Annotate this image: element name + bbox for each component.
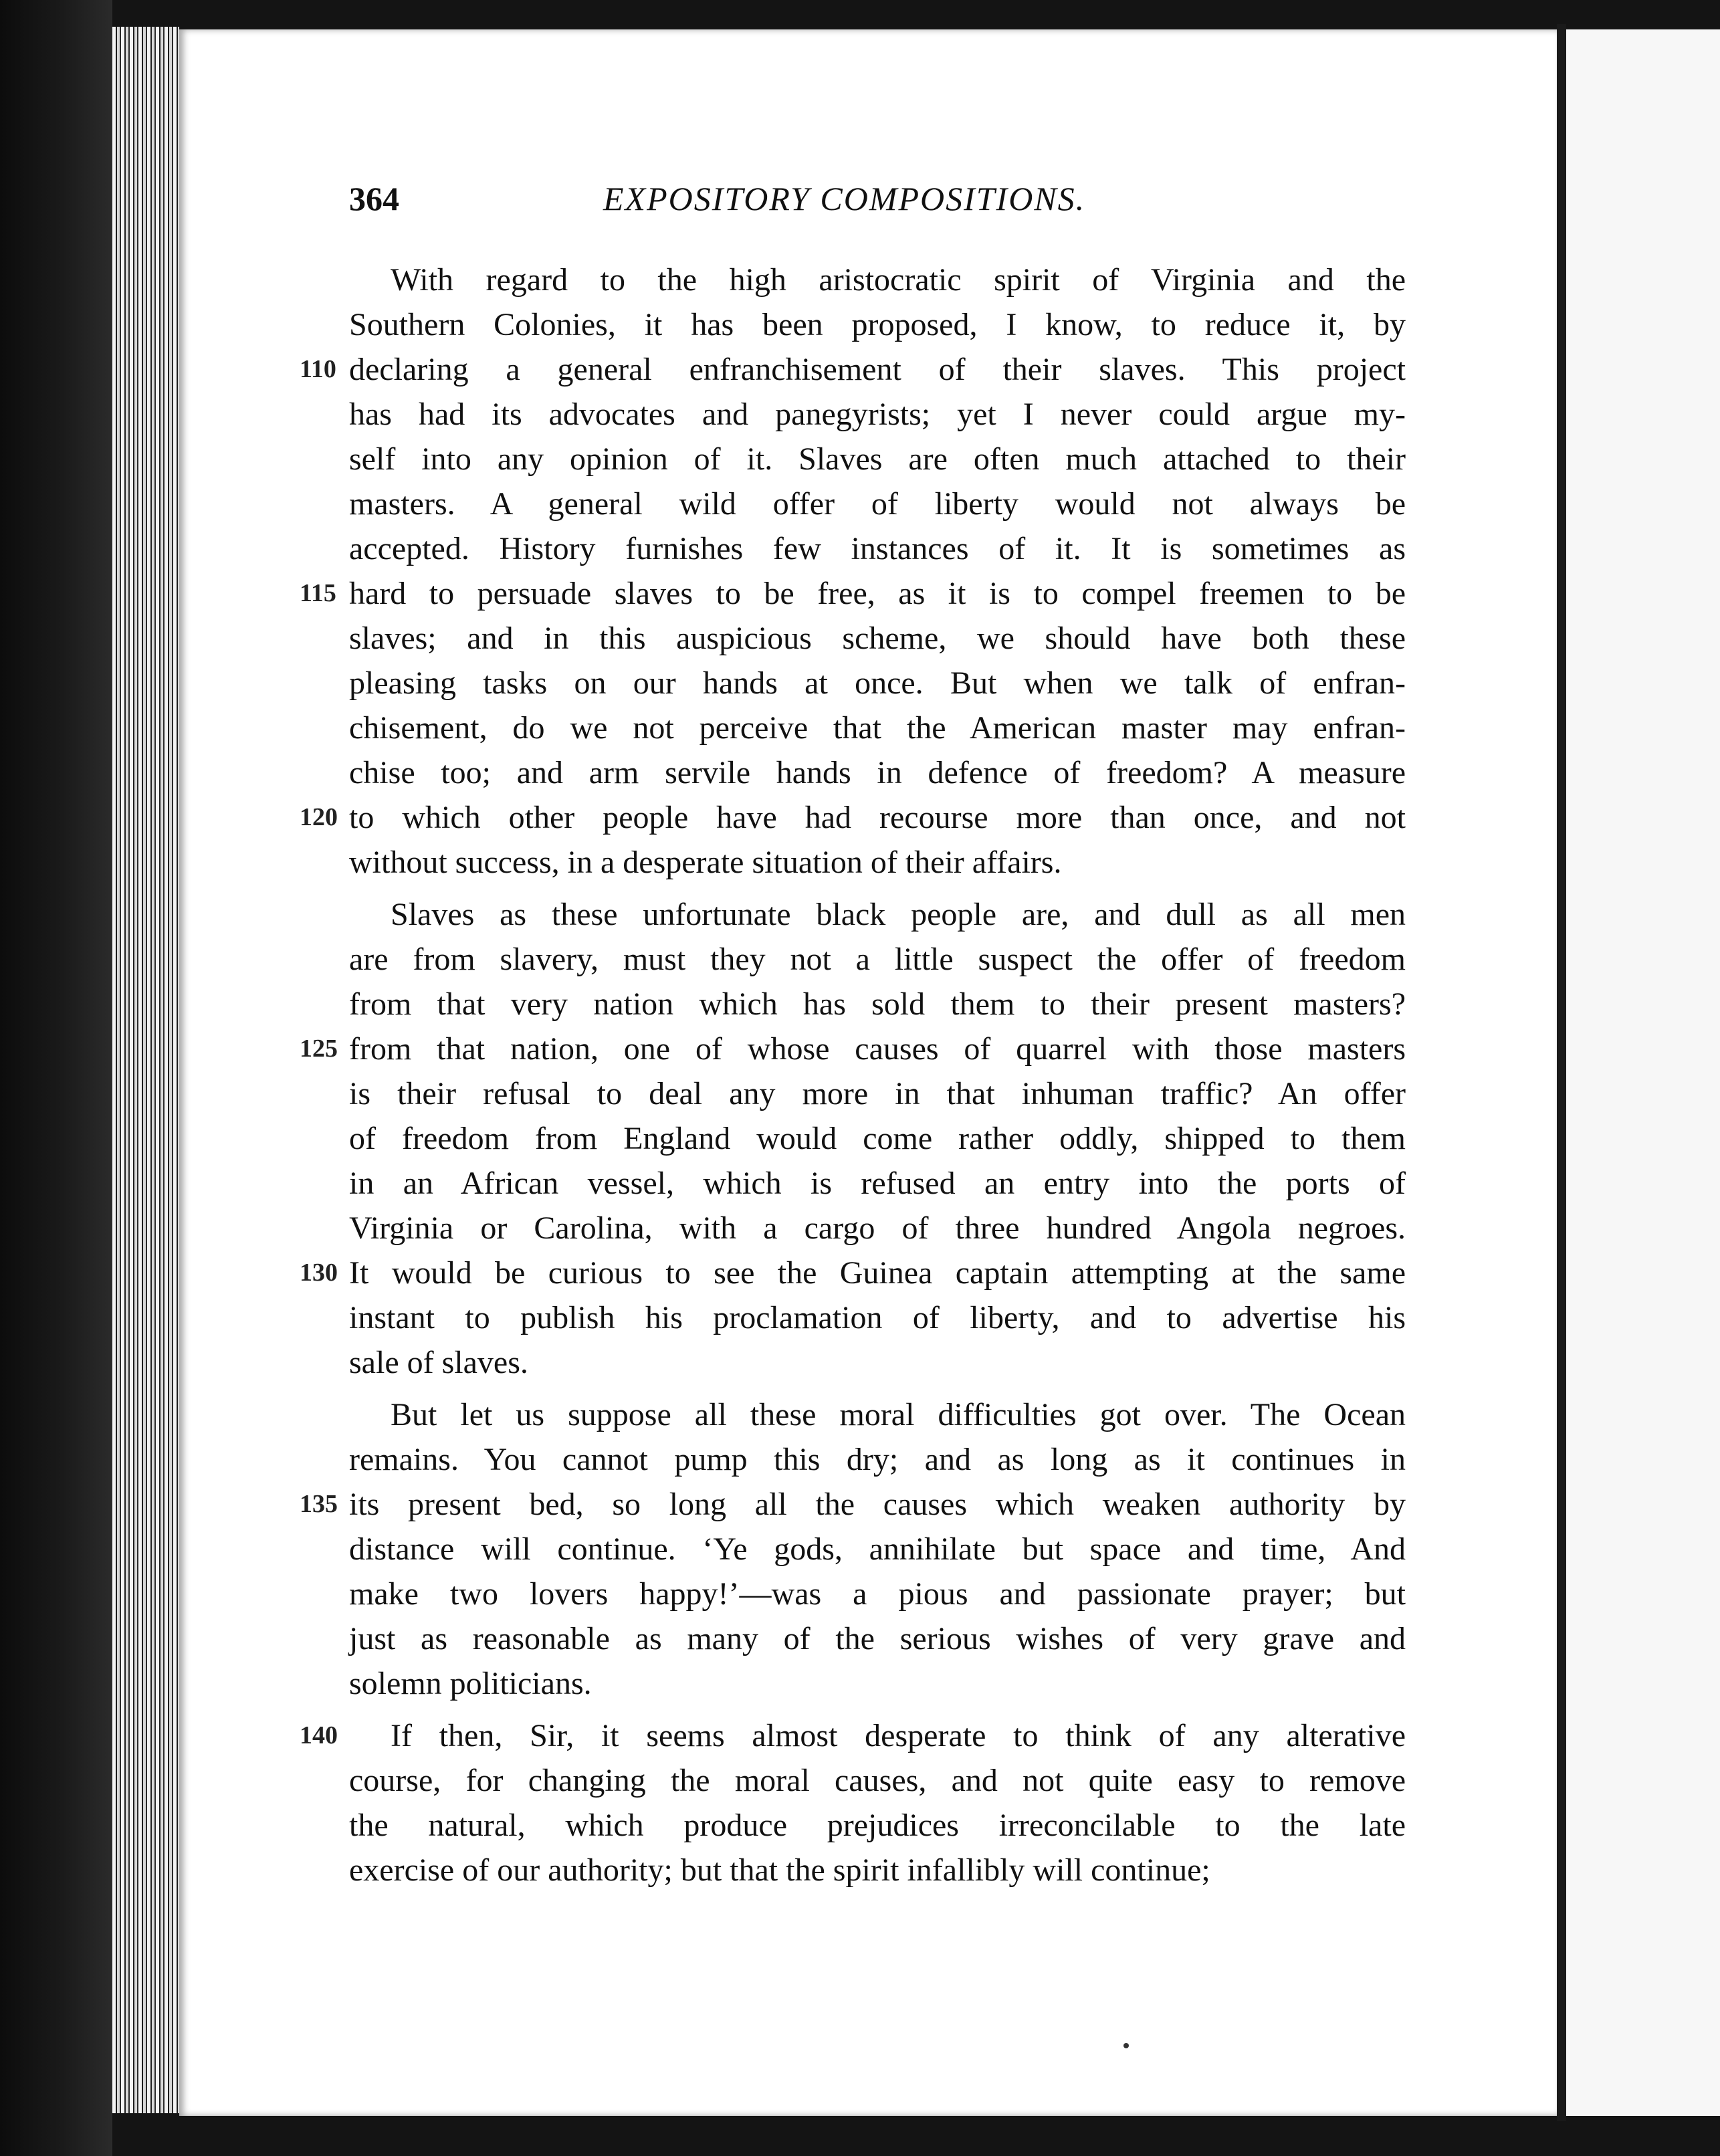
text-line <box>300 795 1406 840</box>
text-line <box>349 1803 1406 1848</box>
text-line <box>300 1713 1406 1758</box>
line-text: accepted. History furnishes few instances of it. It is sometimes as <box>349 531 1406 566</box>
line-text: from that nation, one of whose causes of quarrel with those masters <box>349 1031 1406 1067</box>
text-line <box>349 616 1406 661</box>
text-line <box>300 1251 1406 1295</box>
line-text: distance will continue. ‘Ye gods, annihilate but space and time, And <box>349 1531 1406 1567</box>
text-line <box>349 437 1406 481</box>
line-text: Slaves as these unfortunate black people are, and dull as all men <box>391 897 1406 932</box>
facing-page <box>1566 29 1720 2116</box>
text-line <box>349 392 1406 437</box>
line-text: has had its advocates and panegyrists; yet I never could argue my- <box>349 397 1406 432</box>
line-text: If then, Sir, it seems almost desperate to think of any alterative <box>391 1718 1406 1753</box>
line-number: 135 <box>300 1490 338 1518</box>
line-text: masters. A general wild offer of liberty would not always be <box>349 486 1406 522</box>
text-line <box>349 481 1406 526</box>
line-text: is their refusal to deal any more in that inhuman traffic? An offer <box>349 1076 1406 1111</box>
text-line <box>349 1071 1406 1116</box>
line-text: sale of slaves. <box>349 1345 528 1380</box>
body-text <box>300 257 1406 1900</box>
line-text: instant to publish his proclamation of liberty, and to advertise his <box>349 1300 1406 1335</box>
line-number: 110 <box>300 355 336 383</box>
text-line <box>349 257 1406 302</box>
line-text: without success, in a desperate situation of their affairs. <box>349 845 1062 880</box>
text-line <box>349 526 1406 571</box>
text-line <box>349 892 1406 937</box>
line-text: chise too; and arm servile hands in defence of freedom? A measure <box>349 755 1406 790</box>
text-line <box>349 1295 1406 1340</box>
line-text: With regard to the high aristocratic spirit of Virginia and the <box>391 262 1406 298</box>
book-page-edges <box>112 27 179 2113</box>
line-text: are from slavery, must they not a little suspect the offer of freedom <box>349 942 1406 977</box>
line-text: its present bed, so long all the causes which weaken authority by <box>349 1487 1406 1522</box>
paragraph <box>300 1392 1406 1706</box>
line-text: hard to persuade slaves to be free, as it is to compel freemen to be <box>349 576 1406 611</box>
text-line <box>349 706 1406 750</box>
scan-background <box>0 0 112 2156</box>
line-text: chisement, do we not perceive that the American master may enfran- <box>349 710 1406 746</box>
paragraph <box>300 257 1406 885</box>
text-line <box>349 1161 1406 1206</box>
text-line <box>349 1527 1406 1572</box>
line-text: to which other people have had recourse more than once, and not <box>349 800 1406 835</box>
line-number: 115 <box>300 579 336 607</box>
line-text: remains. You cannot pump this dry; and as long as it continues in <box>349 1442 1406 1477</box>
text-line <box>349 1758 1406 1803</box>
text-line <box>349 661 1406 706</box>
line-number: 120 <box>300 803 338 831</box>
line-text: declaring a general enfranchisement of their slaves. This project <box>349 352 1406 387</box>
text-line <box>349 1392 1406 1437</box>
text-line <box>349 1340 1406 1385</box>
page-header <box>349 179 1138 233</box>
text-line <box>349 937 1406 982</box>
text-line <box>349 1661 1406 1706</box>
line-number: 140 <box>300 1721 338 1749</box>
text-line <box>300 1482 1406 1527</box>
speck-mark <box>1123 2043 1129 2048</box>
text-line <box>349 1616 1406 1661</box>
text-line <box>349 840 1406 885</box>
text-line <box>349 302 1406 347</box>
line-text: course, for changing the moral causes, and not quite easy to remove <box>349 1763 1406 1798</box>
line-text: Virginia or Carolina, with a cargo of three hundred Angola negroes. <box>349 1210 1406 1246</box>
line-text: But let us suppose all these moral difficulties got over. The Ocean <box>391 1397 1406 1432</box>
paragraph <box>300 892 1406 1385</box>
line-number: 125 <box>300 1035 338 1063</box>
paragraph <box>300 1713 1406 1893</box>
line-text: It would be curious to see the Guinea captain attempting at the same <box>349 1255 1406 1291</box>
line-text: pleasing tasks on our hands at once. But when we talk of enfran- <box>349 665 1406 701</box>
text-line <box>349 1572 1406 1616</box>
text-line <box>300 1027 1406 1071</box>
text-line <box>349 1437 1406 1482</box>
running-title: EXPOSITORY COMPOSITIONS. <box>603 180 1086 217</box>
text-line <box>349 1206 1406 1251</box>
line-text: exercise of our authority; but that the spirit infallibly will continue; <box>349 1852 1210 1888</box>
line-text: the natural, which produce prejudices irreconcilable to the late <box>349 1808 1406 1843</box>
line-text: Southern Colonies, it has been proposed, I know, to reduce it, by <box>349 307 1406 342</box>
book-gutter <box>1557 24 1566 2121</box>
line-text: just as reasonable as many of the serious wishes of very grave and <box>349 1621 1406 1656</box>
line-text: slaves; and in this auspicious scheme, we should have both these <box>349 621 1406 656</box>
text-line <box>349 750 1406 795</box>
line-text: from that very nation which has sold them to their present masters? <box>349 986 1406 1022</box>
line-text: in an African vessel, which is refused an entry into the ports of <box>349 1166 1406 1201</box>
text-line <box>349 982 1406 1027</box>
text-line <box>300 571 1406 616</box>
page-number: 364 <box>349 180 399 217</box>
text-line <box>300 347 1406 392</box>
line-text: solemn politicians. <box>349 1666 592 1701</box>
text-line <box>349 1848 1406 1893</box>
line-text: make two lovers happy!’—was a pious and passionate prayer; but <box>349 1576 1406 1612</box>
line-text: of freedom from England would come rather oddly, shipped to them <box>349 1121 1406 1156</box>
text-line <box>349 1116 1406 1161</box>
line-number: 130 <box>300 1259 338 1287</box>
line-text: self into any opinion of it. Slaves are often much attached to their <box>349 441 1406 477</box>
